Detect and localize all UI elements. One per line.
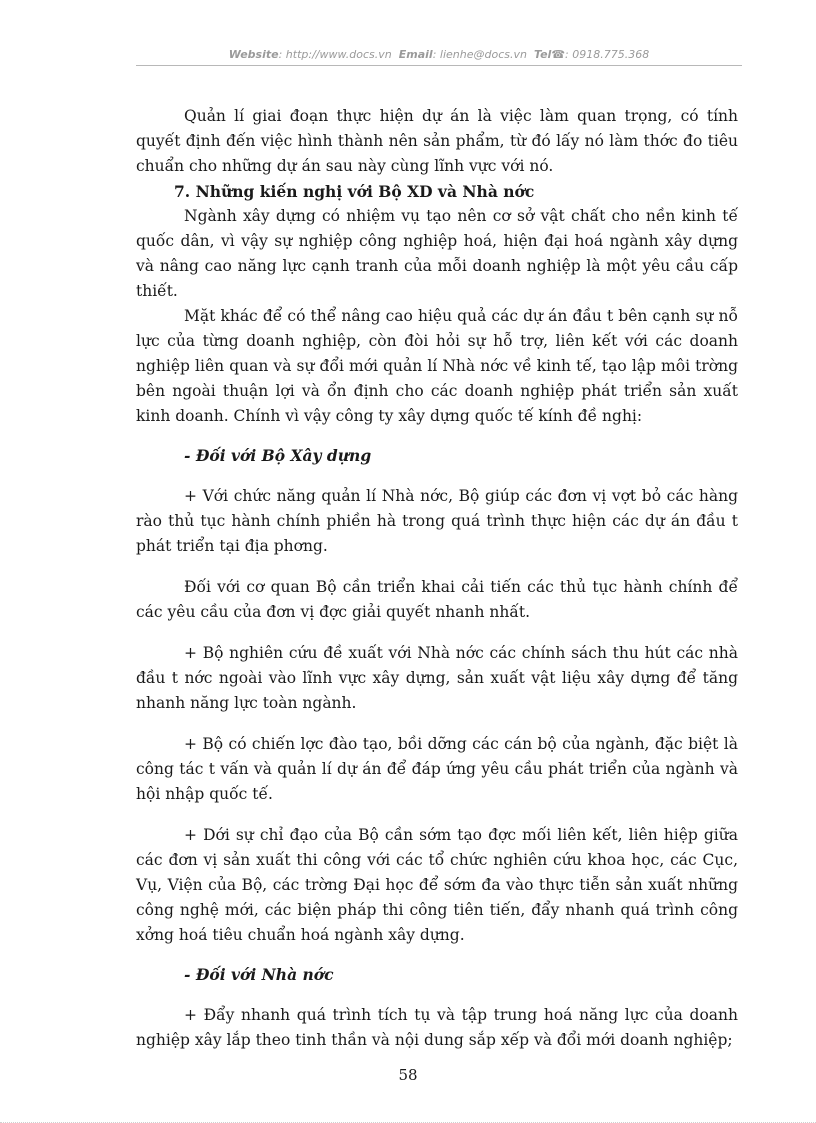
website-label: Website [228, 48, 279, 61]
document-body [136, 104, 738, 1053]
email-value: : lienhe@docs.vn [432, 48, 527, 61]
tel-label: Tel [533, 48, 552, 61]
header-divider [136, 65, 742, 66]
subheading-state: - Đối với Nhà nớc [184, 965, 334, 984]
paragraph-efficiency: Mặt khác để có thể nâng cao hiệu quả các dự án đầu t bên cạnh sự nỗ lực của từng doanh nghiệp, còn đòi hỏi sự hỗ trợ, liên kết với các doanh nghiệp liên quan và sự đổi mới quản lí Nhà nớc về kinh tế, tạo lập môi trờng bên ngoài thuận lợi và ổn định cho các doanh nghiệp phát triển sản xuất kinh doanh. Chính vì vậy công ty xây dựng quốc tế kính đề nghị: [136, 307, 738, 425]
email-label: Email [398, 48, 433, 61]
paragraph-ministry-admin: + Với chức năng quản lí Nhà nớc, Bộ giúp các đơn vị vợt bỏ các hàng rào thủ tục hành chính phiền hà trong quá trình thực hiện các dự án đầu t phát triển tại địa phơng. [136, 487, 738, 555]
paragraph-industry: Ngành xây dựng có nhiệm vụ tạo nên cơ sở vật chất cho nền kinh tế quốc dân, vì vậy sự nghiệp công nghiệp hoá, hiện đại hoá ngành xây dựng và nâng cao năng lực cạnh tranh của mỗi doanh nghiệp là một yêu cầu cấp thiết. [136, 207, 738, 300]
section-heading: 7. Những kiến nghị với Bộ XD và Nhà nớc [174, 182, 535, 201]
paragraph-intro: Quản lí giai đoạn thực hiện dự án là việc làm quan trọng, có tính quyết định đến việc hình thành nên sản phẩm, từ đó lấy nó làm thớc đo tiêu chuẩn cho những dự án sau này cùng lĩnh vực với nó. [136, 107, 738, 175]
paragraph-ministry-investment: + Bộ nghiên cứu đề xuất với Nhà nớc các chính sách thu hút các nhà đầu t nớc ngoài vào lĩnh vực xây dựng, sản xuất vật liệu xây dựng để tăng nhanh năng lực toàn ngành. [136, 644, 738, 712]
page-header [136, 48, 742, 61]
paragraph-ministry-training: + Bộ có chiến lợc đào tạo, bồi dỡng các cán bộ của ngành, đặc biệt là công tác t vấn và quản lí dự án để đáp ứng yêu cầu phát triển của ngành và hội nhập quốc tế. [136, 735, 738, 803]
subheading-ministry: - Đối với Bộ Xây dựng [184, 446, 372, 465]
tel-value: ☎: 0918.775.368 [551, 48, 650, 61]
website-value: : http://www.docs.vn [278, 48, 392, 61]
paragraph-ministry-research: + Dới sự chỉ đạo của Bộ cần sớm tạo đợc mối liên kết, liên hiệp giữa các đơn vị sản xuất thi công với các tổ chức nghiên cứu khoa học, các Cục, Vụ, Viện của Bộ, các trờng Đại học để sớm đa vào thực tiễn sản xuất những công nghệ mới, các biện pháp thi công tiên tiến, đẩy nhanh quá trình công xởng hoá tiêu chuẩn hoá ngành xây dựng. [136, 826, 738, 944]
paragraph-state-consolidation: + Đẩy nhanh quá trình tích tụ và tập trung hoá năng lực của doanh nghiệp xây lắp theo tinh thần và nội dung sắp xếp và đổi mới doanh nghiệp; [136, 1006, 738, 1049]
paragraph-ministry-procedures: Đối với cơ quan Bộ cần triển khai cải tiến các thủ tục hành chính để các yêu cầu của đơn vị đợc giải quyết nhanh nhất. [136, 578, 738, 621]
page-number: 58 [398, 1066, 418, 1084]
